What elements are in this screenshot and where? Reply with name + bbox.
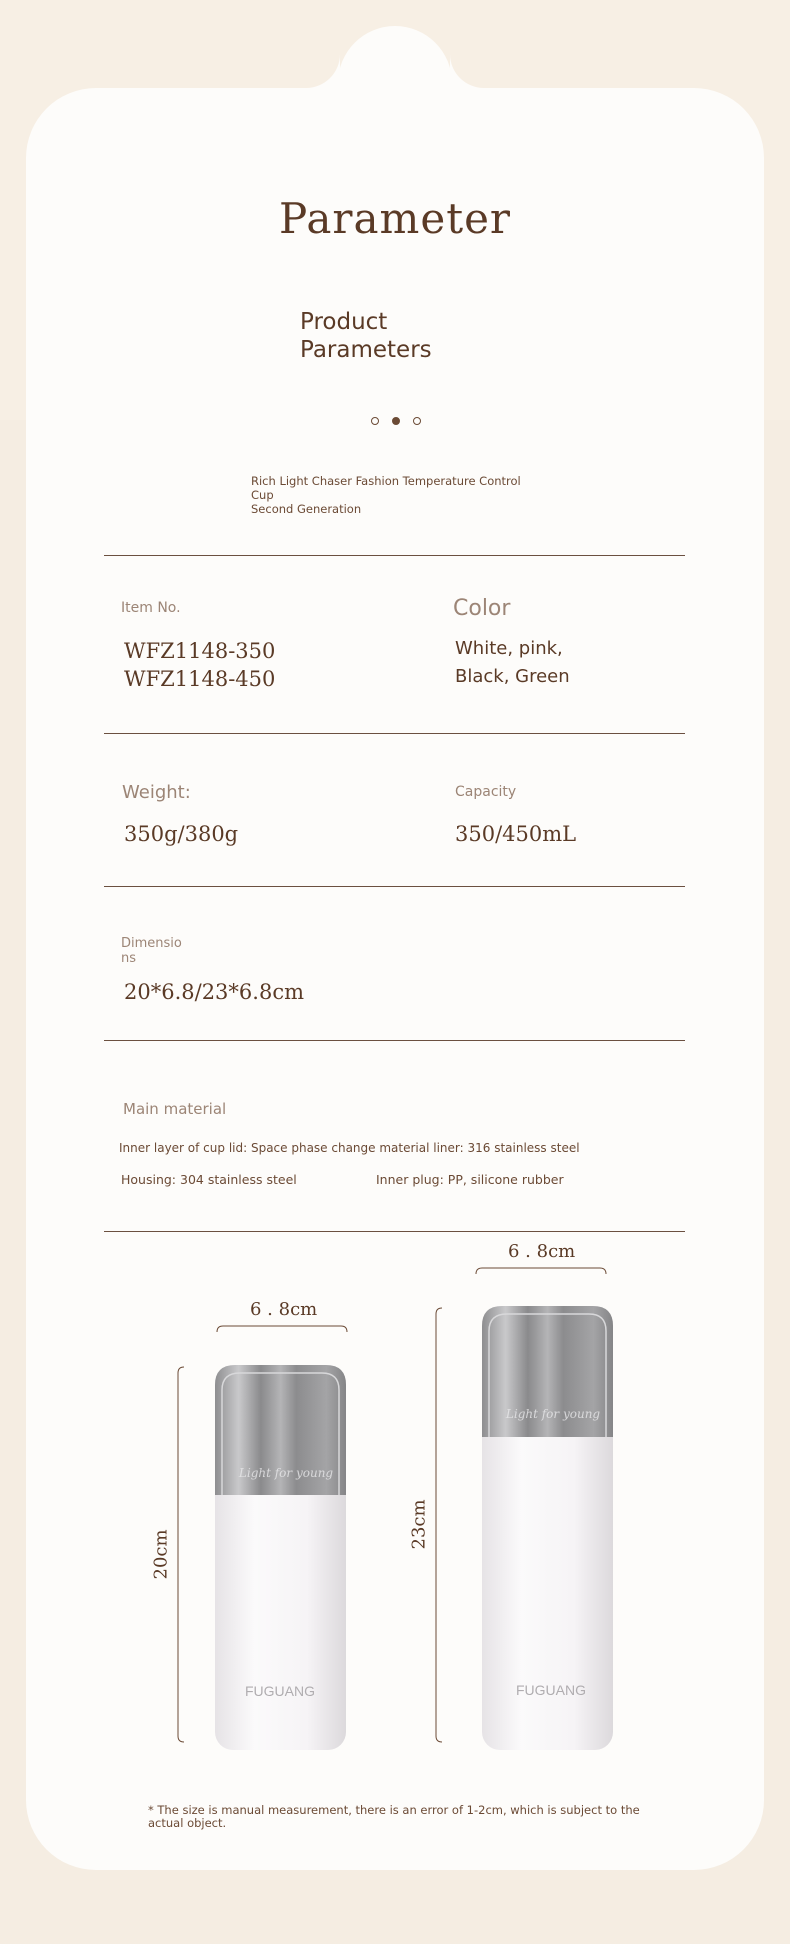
color-label: Color xyxy=(453,596,511,621)
bottle-size-diagram xyxy=(0,1240,790,1760)
small-width-label: 6 . 8cm xyxy=(250,1299,318,1320)
brand-small: FUGUANG xyxy=(245,1683,315,1699)
large-width-label: 6 . 8cm xyxy=(508,1241,576,1262)
item-no-value-1: WFZ1148-350 xyxy=(124,639,276,663)
dimensions-value: 20*6.8/23*6.8cm xyxy=(124,980,304,1004)
divider xyxy=(104,555,685,556)
dot-icon xyxy=(371,417,379,425)
dot-icon xyxy=(413,417,421,425)
material-housing: Housing: 304 stainless steel xyxy=(121,1172,297,1187)
color-value-2: Black, Green xyxy=(455,666,570,687)
weight-value: 350g/380g xyxy=(124,822,239,846)
large-height-label: 23cm xyxy=(408,1499,430,1550)
material-plug: Inner plug: PP, silicone rubber xyxy=(376,1172,564,1187)
page-title: Parameter xyxy=(278,194,512,243)
small-height-label: 20cm xyxy=(150,1529,172,1580)
product-name xyxy=(251,474,541,516)
divider xyxy=(104,733,685,734)
item-no-label: Item No. xyxy=(121,600,181,616)
card-top-tab xyxy=(338,26,452,146)
footnote-line-1: * The size is manual measurement, there is an error of 1-2cm, which is subject to the xyxy=(148,1803,640,1817)
color-value-1: White, pink, xyxy=(455,638,563,659)
item-no-value-2: WFZ1148-450 xyxy=(124,667,276,691)
lid-script-small: Light for young xyxy=(238,1466,334,1480)
small-width-bracket xyxy=(217,1326,347,1332)
subtitle-line-2: Parameters xyxy=(300,337,432,363)
large-width-bracket xyxy=(476,1268,606,1274)
divider xyxy=(104,1231,685,1232)
lid-script-large: Light for young xyxy=(505,1407,601,1421)
large-height-bracket xyxy=(436,1308,442,1742)
tab-curve-left xyxy=(296,54,340,88)
dot-active-icon xyxy=(392,417,400,425)
small-height-bracket xyxy=(178,1367,184,1742)
tab-curve-right xyxy=(450,54,494,88)
divider xyxy=(104,1040,685,1041)
measurement-footnote xyxy=(148,1804,648,1830)
brand-large: FUGUANG xyxy=(516,1682,586,1698)
capacity-value: 350/450mL xyxy=(455,822,577,846)
large-bottle xyxy=(482,1306,613,1750)
capacity-label: Capacity xyxy=(455,784,517,800)
subtitle xyxy=(300,308,500,364)
footnote-line-2: actual object. xyxy=(148,1816,227,1830)
small-bottle xyxy=(215,1365,346,1750)
material-lid: Inner layer of cup lid: Space phase change material liner: 316 stainless steel xyxy=(119,1141,580,1155)
weight-label: Weight: xyxy=(122,782,191,803)
dimensions-label xyxy=(121,936,182,966)
dimensions-label-line-2: ns xyxy=(121,951,137,966)
pagination-dots xyxy=(370,416,420,426)
subtitle-line-1: Product xyxy=(300,309,388,335)
product-name-line-2: Second Generation xyxy=(251,502,362,516)
material-label: Main material xyxy=(123,1100,227,1118)
product-name-line-1: Rich Light Chaser Fashion Temperature Control Cup xyxy=(251,474,521,502)
dimensions-label-line-1: Dimensio xyxy=(121,936,182,951)
divider xyxy=(104,886,685,887)
